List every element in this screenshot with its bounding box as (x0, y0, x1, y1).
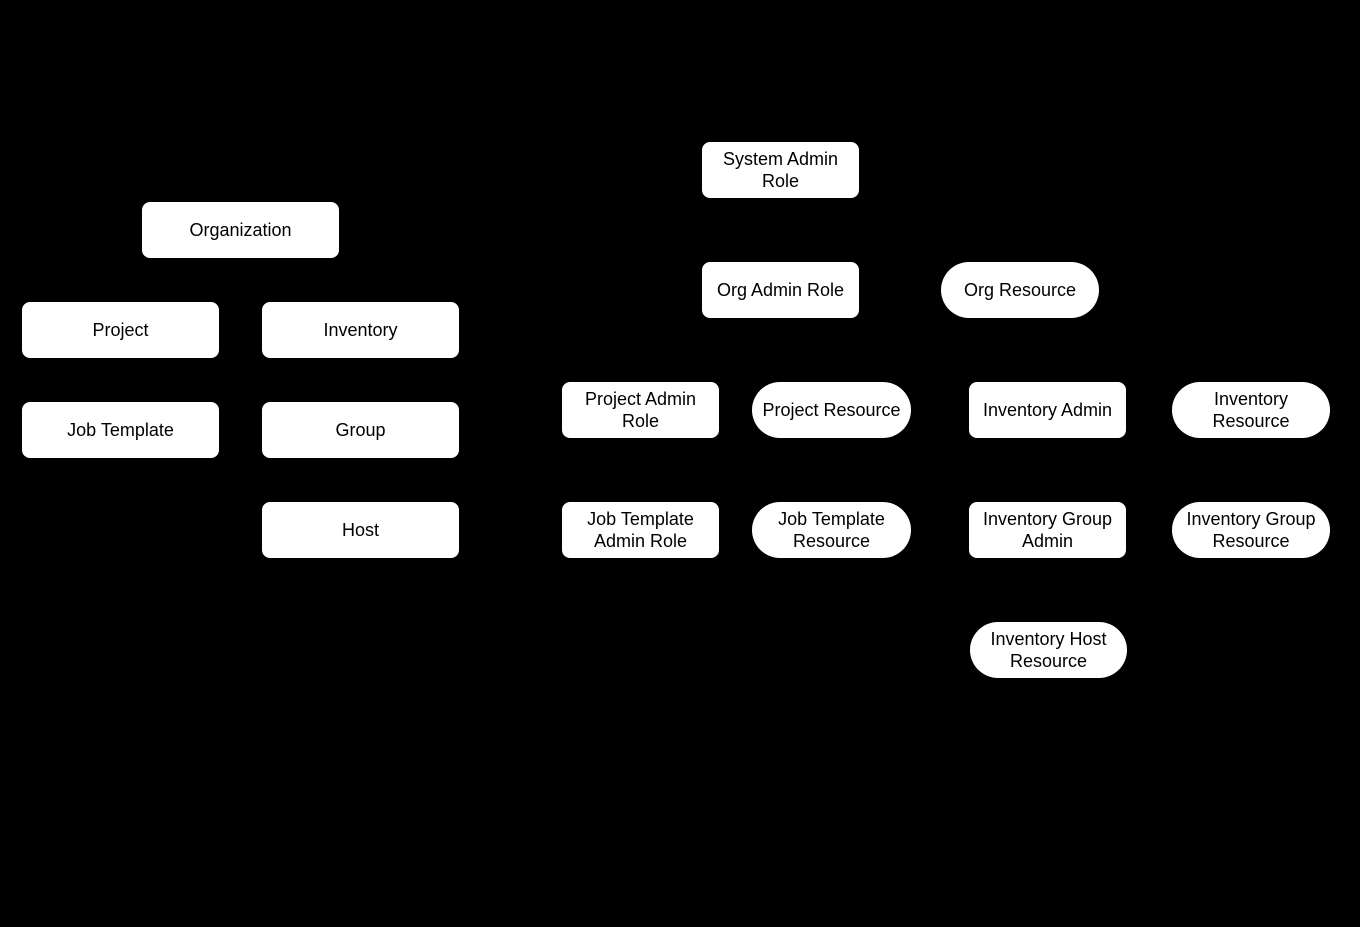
node-label-line: Org Resource (963, 280, 1077, 300)
node-label-line: Role (621, 411, 660, 431)
node-label-line: Project (92, 320, 149, 340)
node-label-line: System Admin (722, 149, 839, 169)
node-host (262, 502, 459, 558)
node-label-line: Inventory Group (982, 509, 1113, 529)
node-project-resource (752, 382, 911, 438)
node-job-template (22, 402, 219, 458)
node-label-line: Inventory Admin (982, 400, 1113, 420)
node-project (22, 302, 219, 358)
node-label-line: Project Resource (762, 400, 901, 420)
node-org-resource (941, 262, 1099, 318)
node-system-admin-role (702, 142, 859, 198)
node-label-line: Inventory (323, 320, 398, 340)
node-label-line: Inventory (1213, 389, 1289, 409)
node-label-line: Project Admin (584, 389, 697, 409)
node-label-line: Job Template (587, 509, 694, 529)
node-label-line: Admin Role (593, 531, 688, 551)
node-label-line: Resource (792, 531, 871, 551)
node-label-line: Job Template (67, 420, 174, 440)
node-inventory-group-admin (969, 502, 1126, 558)
node-inventory-admin (969, 382, 1126, 438)
node-label-line: Org Admin Role (716, 280, 845, 300)
node-group (262, 402, 459, 458)
node-label-line: Organization (189, 220, 292, 240)
node-label-line: Host (341, 520, 379, 540)
node-project-admin-role (562, 382, 719, 438)
node-inventory (262, 302, 459, 358)
node-label-line: Group (335, 420, 386, 440)
node-label-line: Job Template (778, 509, 885, 529)
node-inventory-group-resource (1172, 502, 1330, 558)
node-job-template-admin-role (562, 502, 719, 558)
node-label-line: Admin (1021, 531, 1074, 551)
node-label-line: Inventory Host (990, 629, 1107, 649)
node-org-admin-role (702, 262, 859, 318)
node-inventory-resource (1172, 382, 1330, 438)
node-label-line: Resource (1212, 531, 1290, 551)
node-inventory-host-resource (970, 622, 1127, 678)
node-job-template-resource (752, 502, 911, 558)
node-organization (142, 202, 339, 258)
node-label-line: Resource (1212, 411, 1290, 431)
node-label-line: Inventory Group (1186, 509, 1316, 529)
node-label-line: Role (761, 171, 800, 191)
node-label-line: Resource (1009, 651, 1088, 671)
